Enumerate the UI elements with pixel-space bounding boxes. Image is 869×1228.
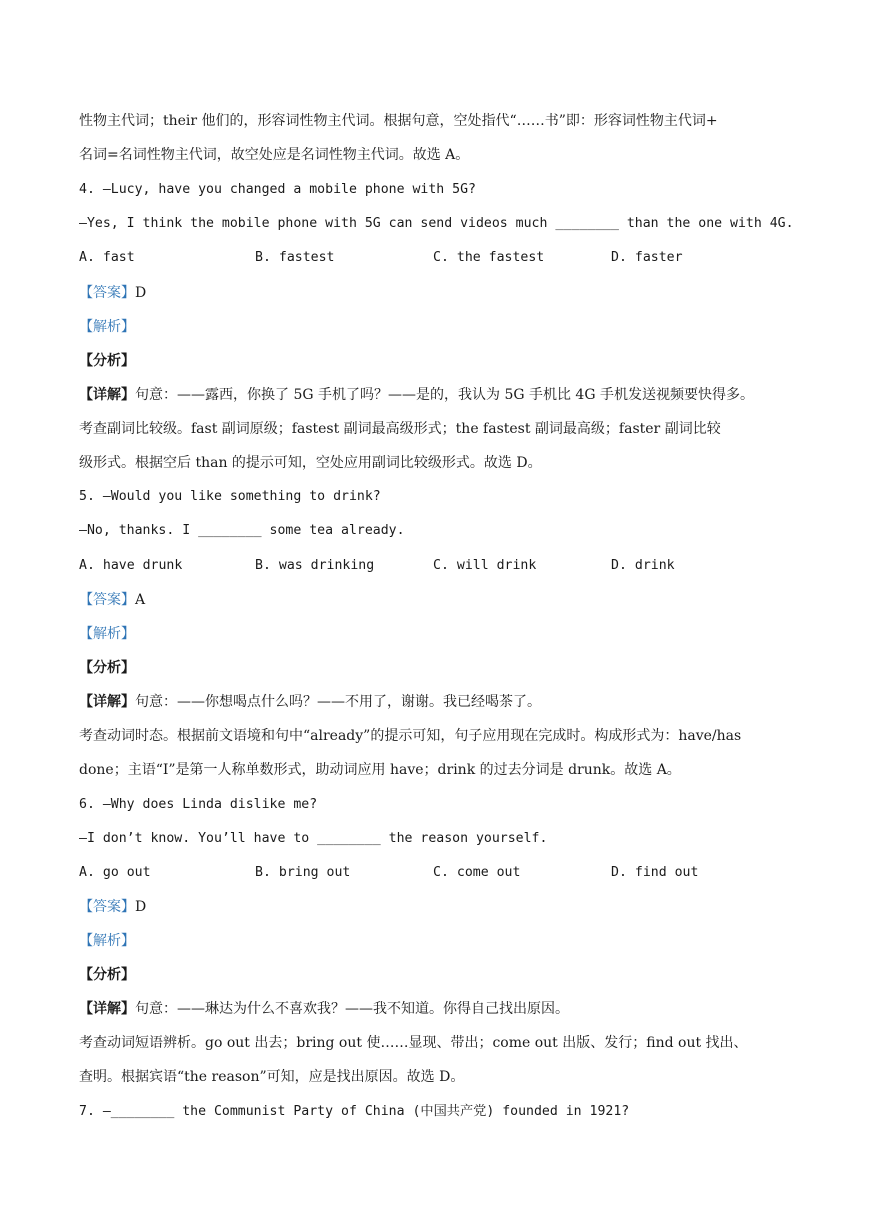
question-4-reply: —Yes, I think the mobile phone with 5G can send videos much ________ than the one with 4G. bbox=[79, 216, 794, 231]
intro-line-2: 名词=名词性物主代词，故空处应是名词性物主代词。故选 A。 bbox=[79, 147, 470, 163]
option-b: B. bring out bbox=[255, 865, 351, 880]
analysis-label: 【解析】 bbox=[79, 319, 135, 335]
option-c: C. the fastest bbox=[433, 250, 545, 265]
detail-line: 【详解】句意：——你想喝点什么吗？——不用了，谢谢。我已经喝茶了。 bbox=[79, 694, 541, 710]
option-d: D. find out bbox=[611, 865, 699, 880]
option-b: B. was drinking bbox=[255, 558, 375, 573]
detail-label: 【详解】 bbox=[79, 1001, 135, 1017]
answer-value: D bbox=[135, 285, 147, 301]
question-6-prompt: 6. —Why does Linda dislike me? bbox=[79, 797, 318, 812]
detail-line: 【详解】句意：——琳达为什么不喜欢我？——我不知道。你得自己找出原因。 bbox=[79, 1001, 569, 1017]
fenxi-label: 【分析】 bbox=[79, 353, 135, 369]
analysis-label: 【解析】 bbox=[79, 933, 135, 949]
detail-line: 【详解】句意：——露西，你换了 5G 手机了吗？——是的，我认为 5G 手机比 4G 手机发送视频要快得多。 bbox=[79, 387, 754, 403]
answer-line bbox=[79, 283, 829, 303]
option-b: B. fastest bbox=[255, 250, 335, 265]
option-a: A. fast bbox=[79, 250, 135, 265]
detail-line: 考查动词短语辨析。go out 出去；bring out 使……显现、带出；come out 出版、发行；find out 找出、 bbox=[79, 1035, 748, 1051]
analysis-label: 【解析】 bbox=[79, 626, 135, 642]
option-c: C. come out bbox=[433, 865, 521, 880]
option-c: C. will drink bbox=[433, 558, 537, 573]
answer-label: 【答案】 bbox=[79, 285, 135, 301]
answer-line bbox=[79, 590, 829, 610]
question-4-prompt: 4. —Lucy, have you changed a mobile phone with 5G? bbox=[79, 182, 476, 197]
detail-label: 【详解】 bbox=[79, 387, 135, 403]
option-d: D. faster bbox=[611, 250, 683, 265]
question-7-prompt: 7. —________ the Communist Party of China (中国共产党) founded in 1921? bbox=[79, 1104, 630, 1119]
question-5-reply: —No, thanks. I ________ some tea already. bbox=[79, 523, 405, 538]
detail-line: 级形式。根据空后 than 的提示可知，空处应用副词比较级形式。故选 D。 bbox=[79, 455, 542, 471]
answer-label: 【答案】 bbox=[79, 592, 135, 608]
option-d: D. drink bbox=[611, 558, 675, 573]
question-6-reply: —I don’t know. You’ll have to ________ the reason yourself. bbox=[79, 831, 548, 846]
detail-line: 考查动词时态。根据前文语境和句中“already”的提示可知，句子应用现在完成时。构成形式为：have/has bbox=[79, 728, 742, 744]
answer-value: A bbox=[135, 592, 146, 608]
answer-label: 【答案】 bbox=[79, 899, 135, 915]
detail-line: 查明。根据宾语“the reason”可知，应是找出原因。故选 D。 bbox=[79, 1069, 465, 1085]
option-a: A. have drunk bbox=[79, 558, 183, 573]
intro-line-1: 性物主代词；their 他们的，形容词性物主代词。根据句意，空处指代“……书”即：形容词性物主代词+ bbox=[79, 113, 718, 129]
detail-line: 考查副词比较级。fast 副词原级；fastest 副词最高级形式；the fastest 副词最高级；faster 副词比较 bbox=[79, 421, 721, 437]
option-a: A. go out bbox=[79, 865, 151, 880]
answer-value: D bbox=[135, 899, 147, 915]
answer-line bbox=[79, 897, 829, 917]
fenxi-label: 【分析】 bbox=[79, 660, 135, 676]
detail-line: done；主语“I”是第一人称单数形式，助动词应用 have；drink 的过去分词是 drunk。故选 A。 bbox=[79, 762, 681, 778]
fenxi-label: 【分析】 bbox=[79, 967, 135, 983]
question-5-prompt: 5. —Would you like something to drink? bbox=[79, 489, 381, 504]
detail-label: 【详解】 bbox=[79, 694, 135, 710]
